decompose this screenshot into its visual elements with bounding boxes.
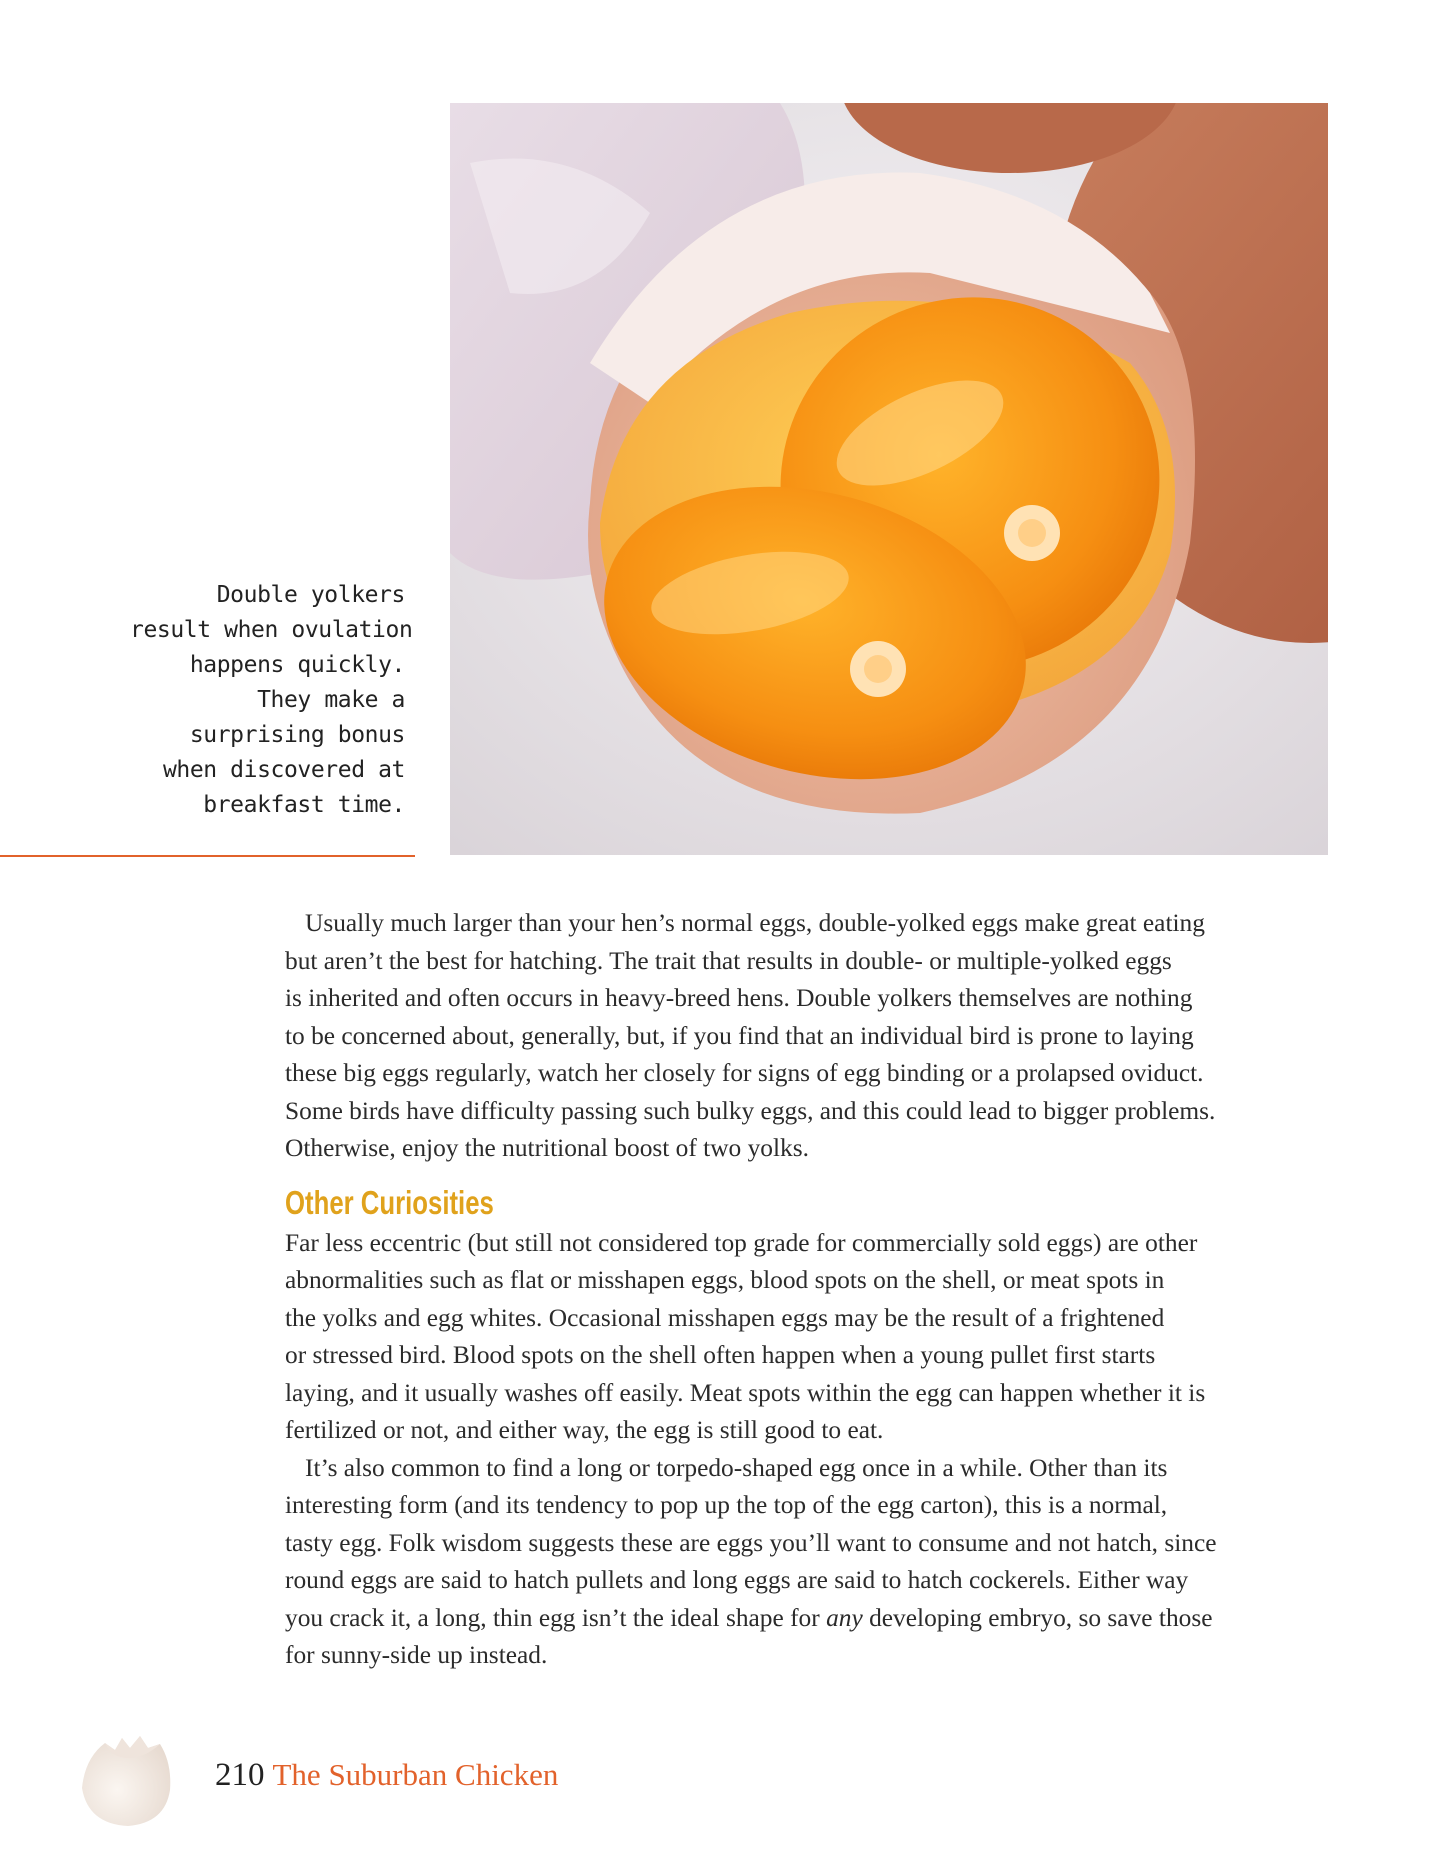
text-line <box>285 1600 1335 1638</box>
paragraph-double-yolkers <box>285 905 1335 1168</box>
text-line: fertilized or not, and either way, the egg is still good to eat. <box>285 1416 884 1444</box>
emphasis-text: any <box>826 1603 863 1632</box>
caption-line: happens quickly. <box>189 652 405 678</box>
caption-line: when discovered at <box>162 757 405 783</box>
text-line: these big eggs regularly, watch her closely for signs of egg binding or a prolapsed oviduct. <box>285 1059 1204 1087</box>
text-segment: developing embryo, so save those <box>862 1603 1213 1632</box>
photo-caption <box>130 578 413 823</box>
text-line: It’s also common to find a long or torpedo-shaped egg once in a while. Other than its <box>305 1453 1168 1482</box>
text-segment: you crack it, a long, thin egg isn’t the ideal shape for <box>285 1603 827 1632</box>
text-line: but aren’t the best for hatching. The trait that results in double- or multiple-yolked eggs <box>285 946 1172 975</box>
text-line: to be concerned about, generally, but, if you find that an individual bird is prone to laying <box>285 1021 1194 1050</box>
text-line: Usually much larger than your hen’s normal eggs, double-yolked eggs make great eating <box>305 909 1205 937</box>
page-number: 210 <box>215 1757 265 1793</box>
paragraph-abnormalities <box>285 1225 1335 1450</box>
text-line: Otherwise, enjoy the nutritional boost of two yolks. <box>285 1134 809 1162</box>
caption-divider <box>0 855 415 857</box>
text-line: round eggs are said to hatch pullets and long eggs are said to hatch cockerels. Either way <box>285 1566 1189 1594</box>
book-title: The Suburban Chicken <box>272 1757 559 1792</box>
caption-line: Double yolkers <box>216 582 405 608</box>
caption-line: breakfast time. <box>203 792 405 818</box>
text-line: abnormalities such as flat or misshapen eggs, blood spots on the shell, or meat spots in <box>285 1266 1165 1294</box>
section-heading: Other Curiosities <box>285 1183 494 1221</box>
text-line: for sunny-side up instead. <box>285 1641 548 1669</box>
text-line: the yolks and egg whites. Occasional misshapen eggs may be the result of a frightened <box>285 1303 1165 1332</box>
text-line: tasty egg. Folk wisdom suggests these are eggs you’ll want to consume and not hatch, since <box>285 1528 1217 1557</box>
double-yolk-egg-photo <box>450 103 1328 855</box>
article-body <box>285 905 1335 1675</box>
page-footer <box>215 1755 558 1795</box>
text-line: or stressed bird. Blood spots on the shell often happen when a young pullet first starts <box>285 1341 1156 1369</box>
paragraph-torpedo-eggs <box>285 1450 1335 1675</box>
text-line: interesting form (and its tendency to pop up the top of the egg carton), this is a normal, <box>285 1491 1168 1519</box>
text-line: is inherited and often occurs in heavy-breed hens. Double yolkers themselves are nothing <box>285 984 1193 1012</box>
caption-line: surprising bonus <box>189 722 405 748</box>
text-line: Some birds have difficulty passing such bulky eggs, and this could lead to bigger problems. <box>285 1096 1216 1125</box>
caption-line: They make a <box>257 687 405 713</box>
caption-line: result when ovulation <box>130 617 413 643</box>
text-line: Far less eccentric (but still not considered top grade for commercially sold eggs) are other <box>285 1228 1198 1257</box>
text-line: laying, and it usually washes off easily. Meat spots within the egg can happen whether it is <box>285 1378 1206 1407</box>
eggshell-icon <box>70 1718 190 1838</box>
